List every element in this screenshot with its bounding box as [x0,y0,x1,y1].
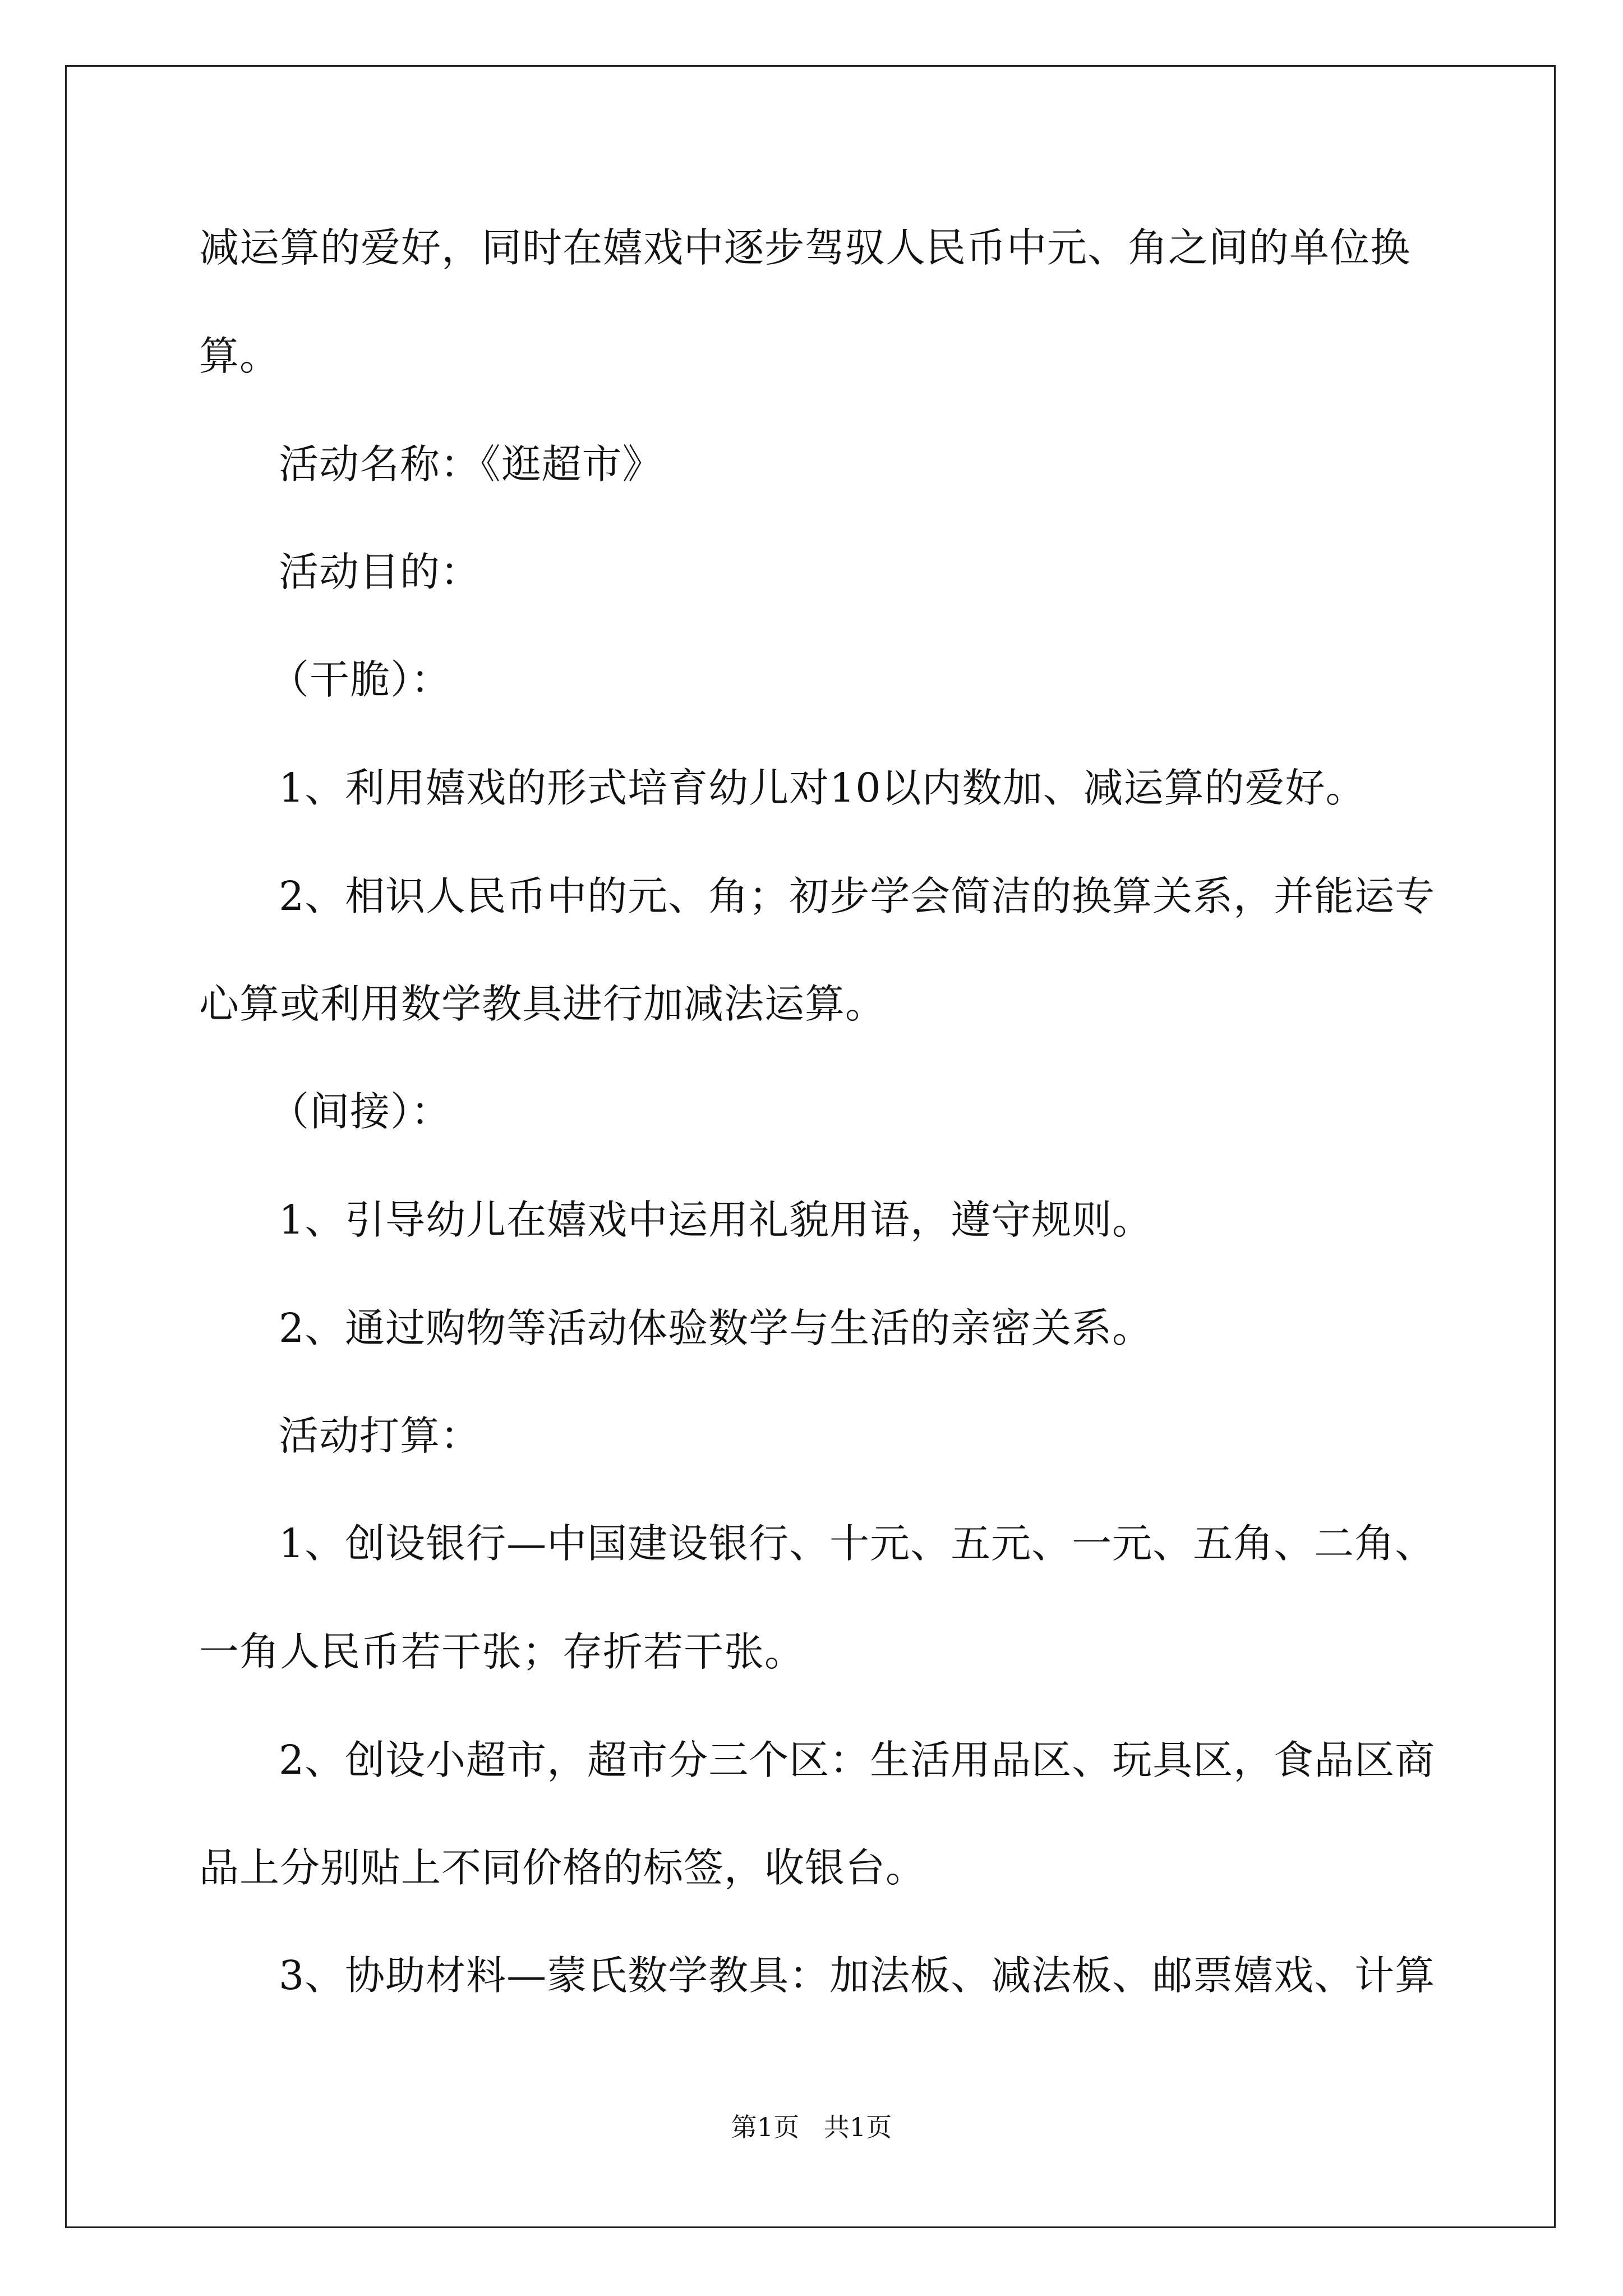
preparation-item-3: 3、协助材料—蒙氏数学教具：加法板、减法板、邮票嬉戏、计算 [279,1952,1436,1999]
direct-goal-heading: （干脆）： [269,656,451,703]
preparation-heading: 活动打算： [279,1412,481,1459]
activity-name: 活动名称：《逛超市》 [279,441,663,487]
page-number-footer: 第1页 共1页 [731,2112,892,2142]
text-line-1: 减运算的爱好，同时在嬉戏中逐步驾驭人民币中元、角之间的单位换 [199,224,1411,271]
text-line-2: 算。 [199,333,280,379]
indirect-item-2: 2、通过购物等活动体验数学与生活的亲密关系。 [279,1305,1153,1351]
goal-item-1: 1、利用嬉戏的形式培育幼儿对10以内数加、减运算的爱好。 [279,765,1366,811]
preparation-item-2-continued: 品上分别贴上不同价格的标签，收银台。 [199,1844,926,1891]
preparation-item-1: 1、创设银行—中国建设银行、十元、五元、一元、五角、二角、 [279,1520,1436,1567]
preparation-item-2: 2、创设小超市，超市分三个区：生活用品区、玩具区，食品区商 [279,1737,1436,1783]
indirect-item-1: 1、引导幼儿在嬉戏中运用礼貌用语，遵守规则。 [279,1197,1153,1243]
goal-item-2-continued: 心算或利用数学教具进行加减法运算。 [199,981,886,1027]
preparation-item-1-continued: 一角人民币若干张；存折若干张。 [199,1628,805,1675]
activity-goal-heading: 活动目的： [279,549,481,595]
page-border [65,65,1556,2228]
goal-item-2: 2、相识人民币中的元、角；初步学会简洁的换算关系，并能运专 [279,873,1436,919]
indirect-goal-heading: （间接）： [269,1088,451,1135]
